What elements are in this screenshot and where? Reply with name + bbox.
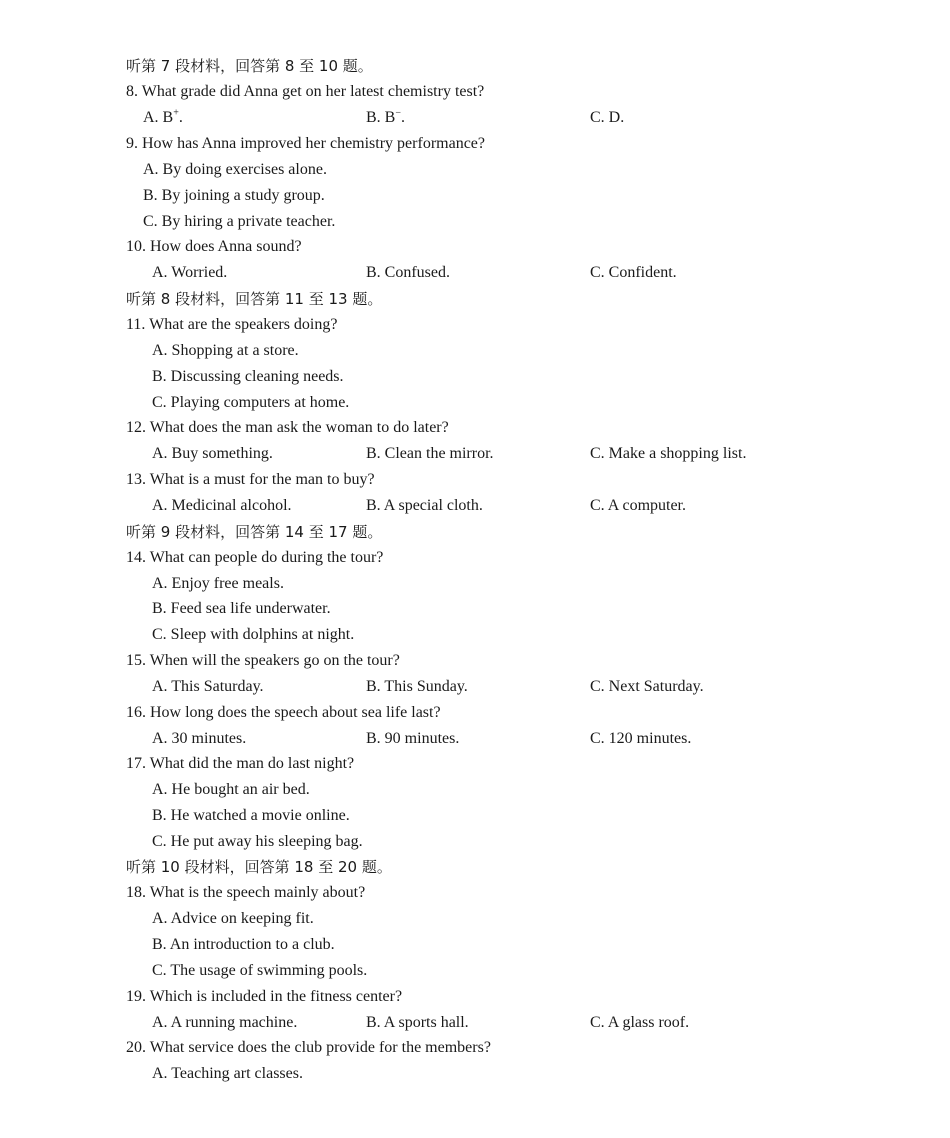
section-heading bbox=[0, 519, 950, 545]
question-stem bbox=[0, 648, 950, 674]
option-c: C. A computer. bbox=[590, 497, 686, 514]
question-14-stem: 14. What can people do during the tour? bbox=[126, 549, 384, 566]
option-b: B. B−. bbox=[366, 107, 405, 126]
section-heading-text: 听第 7 段材料，回答第 8 至 10 题。 bbox=[126, 57, 373, 75]
question-stem bbox=[0, 467, 950, 493]
question-8-stem: 8. What grade did Anna get on her latest chemistry test? bbox=[126, 83, 485, 100]
option-b: B. A sports hall. bbox=[366, 1014, 469, 1031]
question-stem bbox=[0, 545, 950, 571]
section-heading bbox=[0, 53, 950, 79]
option-row bbox=[0, 105, 950, 131]
option-c: C. By hiring a private teacher. bbox=[143, 213, 336, 230]
option-row bbox=[0, 1010, 950, 1036]
option-a: A. He bought an air bed. bbox=[152, 781, 310, 798]
option-b: B. Feed sea life underwater. bbox=[152, 600, 331, 617]
option-c: C. Next Saturday. bbox=[590, 678, 704, 695]
option-row bbox=[0, 674, 950, 700]
question-9-stem: 9. How has Anna improved her chemistry performance? bbox=[126, 135, 485, 152]
section-heading-text: 听第 10 段材料，回答第 18 至 20 题。 bbox=[126, 858, 392, 876]
question-stem bbox=[0, 79, 950, 105]
question-stem bbox=[0, 700, 950, 726]
question-stem bbox=[0, 234, 950, 260]
option-a: A. Shopping at a store. bbox=[152, 342, 299, 359]
option-b: B. Clean the mirror. bbox=[366, 445, 494, 462]
option-a: A. Enjoy free meals. bbox=[152, 575, 284, 592]
section-heading bbox=[0, 854, 950, 880]
option-row bbox=[0, 803, 950, 829]
option-b: B. He watched a movie online. bbox=[152, 807, 350, 824]
option-c: C. He put away his sleeping bag. bbox=[152, 833, 363, 850]
option-a: A. A running machine. bbox=[152, 1014, 298, 1031]
option-c: C. Make a shopping list. bbox=[590, 445, 747, 462]
question-stem bbox=[0, 131, 950, 157]
question-10-stem: 10. How does Anna sound? bbox=[126, 238, 302, 255]
option-row bbox=[0, 932, 950, 958]
option-c: C. The usage of swimming pools. bbox=[152, 962, 368, 979]
option-row bbox=[0, 157, 950, 183]
question-17-stem: 17. What did the man do last night? bbox=[126, 755, 355, 772]
section-heading bbox=[0, 286, 950, 312]
option-a: A. By doing exercises alone. bbox=[143, 161, 327, 178]
question-19-stem: 19. Which is included in the fitness center? bbox=[126, 988, 403, 1005]
question-16-stem: 16. How long does the speech about sea life last? bbox=[126, 704, 441, 721]
option-c: C. D. bbox=[590, 109, 625, 126]
option-row bbox=[0, 260, 950, 286]
option-a: A. Worried. bbox=[152, 264, 228, 281]
option-row bbox=[0, 441, 950, 467]
question-stem bbox=[0, 1035, 950, 1061]
question-stem bbox=[0, 312, 950, 338]
option-row bbox=[0, 571, 950, 597]
question-stem bbox=[0, 415, 950, 441]
option-b: B. 90 minutes. bbox=[366, 730, 460, 747]
option-c: C. Confident. bbox=[590, 264, 677, 281]
question-18-stem: 18. What is the speech mainly about? bbox=[126, 884, 366, 901]
option-row bbox=[0, 209, 950, 235]
option-b: B. This Sunday. bbox=[366, 678, 468, 695]
option-row bbox=[0, 364, 950, 390]
section-heading-text: 听第 9 段材料，回答第 14 至 17 题。 bbox=[126, 523, 383, 541]
question-stem bbox=[0, 751, 950, 777]
option-b: B. An introduction to a club. bbox=[152, 936, 335, 953]
question-15-stem: 15. When will the speakers go on the tour? bbox=[126, 652, 400, 669]
option-a: A. Medicinal alcohol. bbox=[152, 497, 292, 514]
option-row bbox=[0, 829, 950, 855]
option-b: B. By joining a study group. bbox=[143, 187, 325, 204]
option-b: B. A special cloth. bbox=[366, 497, 483, 514]
question-13-stem: 13. What is a must for the man to buy? bbox=[126, 471, 375, 488]
option-row bbox=[0, 958, 950, 984]
option-row bbox=[0, 1061, 950, 1087]
option-row bbox=[0, 622, 950, 648]
option-c: C. 120 minutes. bbox=[590, 730, 692, 747]
option-row bbox=[0, 777, 950, 803]
option-c: C. A glass roof. bbox=[590, 1014, 690, 1031]
option-row bbox=[0, 596, 950, 622]
section-heading-text: 听第 8 段材料，回答第 11 至 13 题。 bbox=[126, 290, 383, 308]
option-c: C. Sleep with dolphins at night. bbox=[152, 626, 355, 643]
option-row bbox=[0, 390, 950, 416]
option-b: B. Confused. bbox=[366, 264, 450, 281]
question-stem bbox=[0, 984, 950, 1010]
option-row bbox=[0, 493, 950, 519]
option-a: A. B+. bbox=[143, 107, 183, 126]
question-12-stem: 12. What does the man ask the woman to do later? bbox=[126, 419, 449, 436]
question-11-stem: 11. What are the speakers doing? bbox=[126, 316, 338, 333]
option-a: A. Advice on keeping fit. bbox=[152, 910, 314, 927]
option-a: A. 30 minutes. bbox=[152, 730, 247, 747]
question-20-stem: 20. What service does the club provide for the members? bbox=[126, 1039, 491, 1056]
option-a: A. Buy something. bbox=[152, 445, 273, 462]
option-a: A. This Saturday. bbox=[152, 678, 264, 695]
option-row bbox=[0, 338, 950, 364]
option-row bbox=[0, 726, 950, 752]
option-a: A. Teaching art classes. bbox=[152, 1065, 303, 1082]
option-b: B. Discussing cleaning needs. bbox=[152, 368, 344, 385]
question-stem bbox=[0, 880, 950, 906]
option-row bbox=[0, 906, 950, 932]
option-c: C. Playing computers at home. bbox=[152, 394, 350, 411]
option-row bbox=[0, 183, 950, 209]
